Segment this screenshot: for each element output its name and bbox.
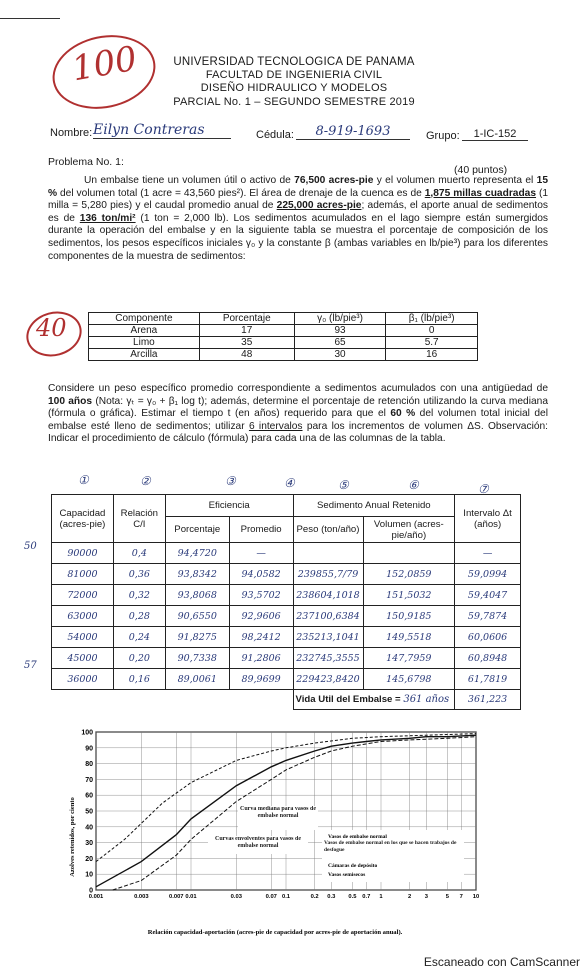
table-row (52, 606, 521, 627)
comp-cell: 16 (386, 349, 478, 361)
table-cell: 0,32 (113, 585, 165, 606)
table-cell: 93,8068 (165, 585, 229, 606)
y-tick-label: 90 (85, 745, 93, 753)
col-number: ③ (225, 474, 236, 488)
x-tick-label: 0.3 (327, 894, 336, 900)
table-cell: 147,7959 (363, 648, 455, 669)
table-row (52, 543, 521, 564)
problem-title: Problema No. 1: (48, 156, 124, 168)
header-volume: Volumen (acres-pie/año) (363, 517, 455, 543)
table-cell: 89,0061 (165, 669, 229, 690)
composition-header: γ₀ (lb/pie³) (294, 313, 386, 325)
composition-header: Porcentaje (199, 313, 294, 325)
header-eff-avg: Promedio (229, 517, 293, 543)
scanner-watermark: Escaneado con CamScanner (423, 955, 580, 969)
table-cell: 89,9699 (229, 669, 293, 690)
row-mark: 57 (24, 660, 37, 671)
x-tick-label: 0.007 (169, 894, 184, 900)
table-cell: 59,4047 (455, 585, 521, 606)
table-cell: 237100,6384 (293, 606, 363, 627)
faculty-title: FACULTAD DE INGENIERIA CIVIL (205, 69, 383, 81)
col-number: ④ (284, 476, 295, 490)
col-number: ⑥ (408, 478, 419, 492)
table-cell: 151,5032 (363, 585, 455, 606)
col-number: ⑤ (338, 478, 349, 492)
table-cell: 98,2412 (229, 627, 293, 648)
table-cell (293, 543, 363, 564)
x-tick-label: 7 (459, 894, 463, 900)
composition-row (89, 349, 478, 361)
problem-points: (40 puntos) (454, 164, 508, 176)
table-row (52, 564, 521, 585)
table-cell: 238604,1018 (293, 585, 363, 606)
legend-item: Cámaras de depósito (328, 863, 378, 869)
y-tick-label: 10 (85, 871, 93, 879)
comp-cell: 93 (294, 325, 386, 337)
table-cell: 90,6550 (165, 606, 229, 627)
legend-item: Vasos semisecos (328, 872, 366, 878)
x-tick-label: 1 (379, 894, 383, 900)
composition-table (88, 312, 478, 361)
chart-annotation-envelope (208, 836, 308, 856)
table-cell: 149,5518 (363, 627, 455, 648)
header-ratio: Relación C/I (113, 495, 165, 543)
composition-header: β₁ (lb/pie³) (386, 313, 478, 325)
group-label: Grupo: (426, 130, 460, 142)
y-tick-label: 50 (85, 808, 93, 816)
name-label: Nombre: (50, 127, 93, 139)
legend-item: Vasos de embalse normal (328, 834, 387, 840)
table-cell: 90000 (52, 543, 114, 564)
course-title: DISEÑO HIDRAULICO Y MODELOS (200, 82, 388, 94)
x-tick-label: 0.5 (348, 894, 357, 900)
chart-annotation-median (238, 806, 318, 832)
table-cell: 61,7819 (455, 669, 521, 690)
x-tick-label: 0.003 (134, 894, 149, 900)
table-cell: 91,8275 (165, 627, 229, 648)
university-title: UNIVERSIDAD TECNOLOGICA DE PANAMA (173, 56, 415, 68)
table-cell: 232745,3555 (293, 648, 363, 669)
table-cell: 152,0859 (363, 564, 455, 585)
table-cell: 59,0994 (455, 564, 521, 585)
x-tick-label: 0.03 (230, 894, 242, 900)
y-tick-label: 30 (85, 840, 93, 848)
side-score: 40 (36, 314, 67, 342)
x-tick-label: 10 (472, 894, 480, 900)
table-cell: 92,9606 (229, 606, 293, 627)
composition-header: Componente (89, 313, 200, 325)
table-cell: 145,6798 (363, 669, 455, 690)
table-cell: 0,20 (113, 648, 165, 669)
table-cell: 94,0582 (229, 564, 293, 585)
results-footer-row (52, 690, 521, 710)
header-sediment: Sedimento Anual Retenido (293, 495, 455, 517)
composition-header-row (89, 313, 478, 325)
comp-cell: 0 (386, 325, 478, 337)
table-row (52, 627, 521, 648)
table-cell: 59,7874 (455, 606, 521, 627)
y-tick-label: 80 (85, 761, 93, 769)
table-cell: 239855,7/79 (293, 564, 363, 585)
header-efficiency: Eficiencia (165, 495, 293, 517)
legend-item: Vasos de embalse normal en los que se hacen trabajos de desfogue (324, 840, 457, 853)
cedula-label: Cédula: (256, 129, 294, 141)
problem-paragraph-2: Considere un peso específico promedio correspondiente a sedimentos acumulados con una antigüedad de 100 años (Nota: γₜ = γ₀ + β₁ log t); además, determine el porcentaje de retención utilizando la curva mediana (fórmula o gráfica). Estimar el tiempo t (en años) requerido para que el 60 % del volumen total inicial del embalse esté lleno de sedimentos; utilizar 6 intervalos para los incrementos de volumen ΔS. Observación: Indicar el procedimiento de cálculo (fórmula) para cada una de las columnas de la tabla. (48, 383, 548, 445)
table-row (52, 585, 521, 606)
comp-cell: Arcilla (89, 349, 200, 361)
corner-mark (0, 18, 60, 19)
table-cell: 72000 (52, 585, 114, 606)
comp-cell: 17 (199, 325, 294, 337)
sediment-retention-chart (60, 722, 490, 942)
x-tick-label: 0.001 (88, 894, 104, 900)
results-table (51, 494, 521, 710)
table-cell (363, 543, 455, 564)
table-cell: 93,8342 (165, 564, 229, 585)
life-total: 361,223 (455, 690, 521, 710)
chart-legend (322, 830, 464, 882)
table-cell: 81000 (52, 564, 114, 585)
table-cell: 90,7338 (165, 648, 229, 669)
chart-x-label: Relación capacidad-aportación (acres-pie de capacidad por acres-pie de aportación anual). (147, 929, 403, 936)
composition-row (89, 337, 478, 349)
comp-cell: 65 (294, 337, 386, 349)
table-cell: 60,8948 (455, 648, 521, 669)
header-weight: Peso (ton/año) (293, 517, 363, 543)
table-cell: 235213,1041 (293, 627, 363, 648)
y-tick-label: 100 (81, 729, 93, 737)
table-cell: 60,0606 (455, 627, 521, 648)
grade-value: 100 (69, 38, 140, 90)
x-tick-label: 5 (445, 894, 450, 900)
x-tick-label: 0.2 (310, 894, 319, 900)
header-eff-pct: Porcentaje (165, 517, 229, 543)
envelope-text: Curvas envolventes para vasos de embalse normal (214, 836, 301, 849)
x-tick-label: 0.01 (185, 894, 197, 900)
x-tick-label: 0.1 (281, 894, 291, 900)
comp-cell: 48 (199, 349, 294, 361)
col-number: ⑦ (478, 482, 489, 496)
header-interval: Intervalo Δt (años) (455, 495, 521, 543)
results-header-row (52, 495, 521, 517)
table-cell: 63000 (52, 606, 114, 627)
table-cell: 93,5702 (229, 585, 293, 606)
y-tick-label: 40 (85, 824, 93, 832)
x-tick-label: 3 (424, 894, 428, 900)
comp-cell: Arena (89, 325, 200, 337)
comp-cell: 30 (294, 349, 386, 361)
comp-cell: 5.7 (386, 337, 478, 349)
composition-row (89, 325, 478, 337)
life-value: 361 años (403, 694, 450, 705)
name-value: Eilyn Contreras (93, 122, 231, 139)
y-tick-label: 70 (85, 776, 93, 784)
x-tick-label: 0.7 (362, 894, 371, 900)
comp-cell: Limo (89, 337, 200, 349)
col-number: ② (140, 474, 151, 488)
table-row (52, 669, 521, 690)
y-tick-label: 60 (85, 792, 93, 800)
header-capacity: Capacidad (acres-pie) (52, 495, 114, 543)
x-tick-label: 0.07 (265, 894, 277, 900)
table-cell: 45000 (52, 648, 114, 669)
table-cell: 0,24 (113, 627, 165, 648)
x-tick-label: 2 (407, 894, 412, 900)
table-cell: 91,2806 (229, 648, 293, 669)
y-tick-label: 0 (89, 887, 93, 895)
y-tick-label: 20 (85, 855, 93, 863)
row-mark: 50 (24, 541, 37, 552)
problem-paragraph-1: Un embalse tiene un volumen útil o activo de 76,500 acres-pie y el volumen muerto representa el 15 % del volumen total (1 acre = 43,560 pies²). El área de drenaje de la cuenca es de 1,875 millas cuadradas (1 milla = 5,280 pies) y el caudal promedio anual de 225,000 acres-pie; además, el aporte anual de sedimentos es de 136 ton/mi² (1 ton = 2,000 lb). Los sedimentos acumulados en el lago siempre están sumergidos durante la operación del embalse y en la siguiente tabla se muestra el porcentaje de composición de los sedimentos, los pesos específicos iniciales γ₀ y la constante β (ambas variables en lb/pie³) para los diferentes componentes de la muestra de sedimentos: (48, 175, 549, 262)
table-cell: 36000 (52, 669, 114, 690)
col-number: ① (78, 473, 89, 487)
table-cell: — (229, 543, 293, 564)
table-cell: 0,4 (113, 543, 165, 564)
median-text: Curva mediana para vasos de embalse normal (239, 806, 316, 819)
table-cell: 0,28 (113, 606, 165, 627)
table-cell: 0,36 (113, 564, 165, 585)
life-label: Vida Util del Embalse = (295, 694, 401, 705)
exam-title: PARCIAL No. 1 – SEGUNDO SEMESTRE 2019 (173, 96, 415, 108)
table-cell: — (455, 543, 521, 564)
table-cell: 229423,8420 (293, 669, 363, 690)
cedula-value: 8-919-1693 (296, 124, 410, 140)
chart-y-label: Azolves retenidos, por ciento (69, 797, 76, 877)
group-value: 1-IC-152 (462, 128, 528, 141)
table-cell: 94,4720 (165, 543, 229, 564)
table-cell: 54000 (52, 627, 114, 648)
comp-cell: 35 (199, 337, 294, 349)
table-cell: 150,9185 (363, 606, 455, 627)
table-cell: 0,16 (113, 669, 165, 690)
table-row (52, 648, 521, 669)
